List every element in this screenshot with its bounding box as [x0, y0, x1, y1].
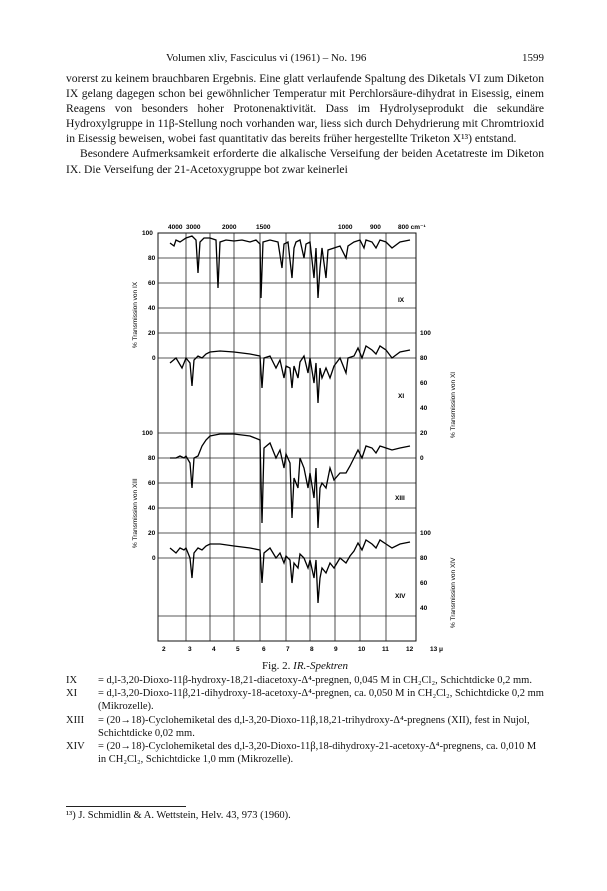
legend-row-xiii [66, 714, 544, 740]
axis-title-ix: % Transmission von IX [132, 281, 139, 348]
left-tick-ix-100: 100 [142, 230, 153, 237]
spectrum-xiii [170, 434, 410, 528]
top-tick-1500: 1500 [256, 224, 271, 231]
label-xiv: XIV [395, 593, 406, 600]
spectrum-xiv [170, 540, 410, 603]
ir-spectra-figure [110, 218, 470, 658]
right-tick-xi-100: 100 [420, 330, 431, 337]
right-tick-xi-80: 80 [420, 355, 428, 362]
legend-text: = d,l-3,20-Dioxo-11β-hydroxy-18,21-diacetoxy-Δ⁴-pregnen, 0,045 M in CH₂Cl₂, Schichtdicke 0,2 mm. [98, 675, 532, 686]
bottom-tick-12: 12 [406, 646, 414, 653]
figure-legend [66, 674, 544, 766]
axis-title-xiv: % Transmission von XIV [450, 557, 457, 628]
label-ix: IX [398, 297, 405, 304]
right-tick-xiv-80: 80 [420, 555, 428, 562]
legend-text: = (20→18)-Cyclohemiketal des d,l-3,20-Dioxo-11β,18,21-trihydroxy-Δ⁴-pregnens (XII), fest in Nujol, Schichtdicke 0,02 mm. [98, 714, 530, 739]
legend-key: XI [66, 688, 78, 700]
top-tick-1000: 1000 [338, 224, 353, 231]
bottom-tick-9: 9 [334, 646, 338, 653]
left-tick-xiii-0: 0 [152, 555, 156, 562]
figure-caption [66, 660, 544, 672]
footnote: ¹³) J. Schmidlin & A. Wettstein, Helv. 43, 973 (1960). [66, 810, 291, 821]
bottom-tick-5: 5 [236, 646, 240, 653]
bottom-tick-7: 7 [286, 646, 290, 653]
paragraph-1: vorerst zu keinem brauchbaren Ergebnis. Eine glatt verlaufende Spaltung des Diketals VI zum Diketon IX gelang dagegen schon bei gewöhnlicher Temperatur mit Perchlorsäure-dihydrat in Eisessig, einem Reagens von besonders hoher Protonenaktivität. Dass im Hydrolyseprodukt die sekundäre Hydroxylgruppe in 11β-Stellung noch vorhanden war, liess sich durch Dehydrierung mit Chromtrioxid in Eisessig beweisen, wobei fast quantitativ das bereits früher hergestellte Triketon X¹³) entstand. [66, 72, 544, 146]
top-tick-3000: 3000 [186, 224, 201, 231]
axis-title-xiii: % Transmission von XIII [132, 478, 139, 548]
legend-row-xiv [66, 740, 544, 766]
caption-title: IR.-Spektren [293, 660, 349, 672]
legend-row-ix [66, 674, 544, 687]
top-tick-900: 900 [370, 224, 381, 231]
left-tick-xiii-20: 20 [148, 530, 156, 537]
label-xiii: XIII [395, 495, 405, 502]
left-tick-ix-60: 60 [148, 280, 156, 287]
right-tick-xi-0: 0 [420, 455, 424, 462]
left-tick-xiii-100: 100 [142, 430, 153, 437]
bottom-tick-3: 3 [188, 646, 192, 653]
journal-line: Volumen xliv, Fasciculus vi (1961) – No. 196 [166, 52, 367, 64]
bottom-tick-8: 8 [310, 646, 314, 653]
left-tick-xiii-40: 40 [148, 505, 156, 512]
right-tick-xiv-60: 60 [420, 580, 428, 587]
label-xi: XI [398, 393, 405, 400]
paragraph-2: Besondere Aufmerksamkeit erforderte die alkalische Verseifung der beiden Acetatreste im Diketon IX. Die Verseifung der 21-Acetoxygruppe bot zwar keinerlei [66, 147, 544, 176]
top-tick-800: 800 cm⁻¹ [398, 224, 426, 231]
left-tick-ix-20: 20 [148, 330, 156, 337]
caption-prefix: Fig. 2. [261, 660, 291, 672]
footnote-rule [66, 806, 186, 807]
legend-text: = d,l-3,20-Dioxo-11β,21-dihydroxy-18-acetoxy-Δ⁴-pregnen, ca. 0,050 M in CH₂Cl₂, Schichtdicke 0,2 mm (Mikrozelle). [98, 688, 544, 713]
axis-title-xi: % Transmission von XI [450, 371, 457, 438]
right-tick-xi-60: 60 [420, 380, 428, 387]
legend-key: XIV [66, 741, 85, 753]
bottom-tick-2: 2 [162, 646, 166, 653]
legend-text: = (20→18)-Cyclohemiketal des d,l-3,20-Dioxo-11β,18-dihydroxy-21-acetoxy-Δ⁴-pregnens, ca. 0,010 M in CH₂Cl₂, Schichtdicke 1,0 mm (Mikrozelle). [98, 741, 537, 766]
bottom-tick-6: 6 [262, 646, 266, 653]
left-tick-ix-80: 80 [148, 255, 156, 262]
top-tick-2000: 2000 [222, 224, 237, 231]
left-tick-xiii-80: 80 [148, 455, 156, 462]
bottom-tick-11: 11 [382, 646, 389, 653]
left-tick-xiii-60: 60 [148, 480, 156, 487]
bottom-tick-13: 13 μ [430, 646, 444, 653]
right-tick-xiv-40: 40 [420, 605, 428, 612]
bottom-tick-10: 10 [358, 646, 366, 653]
spectrum-ix [170, 236, 410, 298]
body-text [66, 71, 544, 177]
right-tick-xi-40: 40 [420, 405, 428, 412]
right-tick-xi-20: 20 [420, 430, 428, 437]
legend-row-xi [66, 687, 544, 713]
left-tick-ix-0: 0 [152, 355, 156, 362]
spectrum-xi [170, 346, 410, 403]
page-number: 1599 [522, 52, 544, 64]
bottom-tick-4: 4 [212, 646, 216, 653]
top-tick-4000: 4000 [168, 224, 183, 231]
legend-key: XIII [66, 714, 85, 726]
right-tick-xiv-100: 100 [420, 530, 431, 537]
legend-key: IX [66, 675, 78, 686]
left-tick-ix-40: 40 [148, 305, 156, 312]
